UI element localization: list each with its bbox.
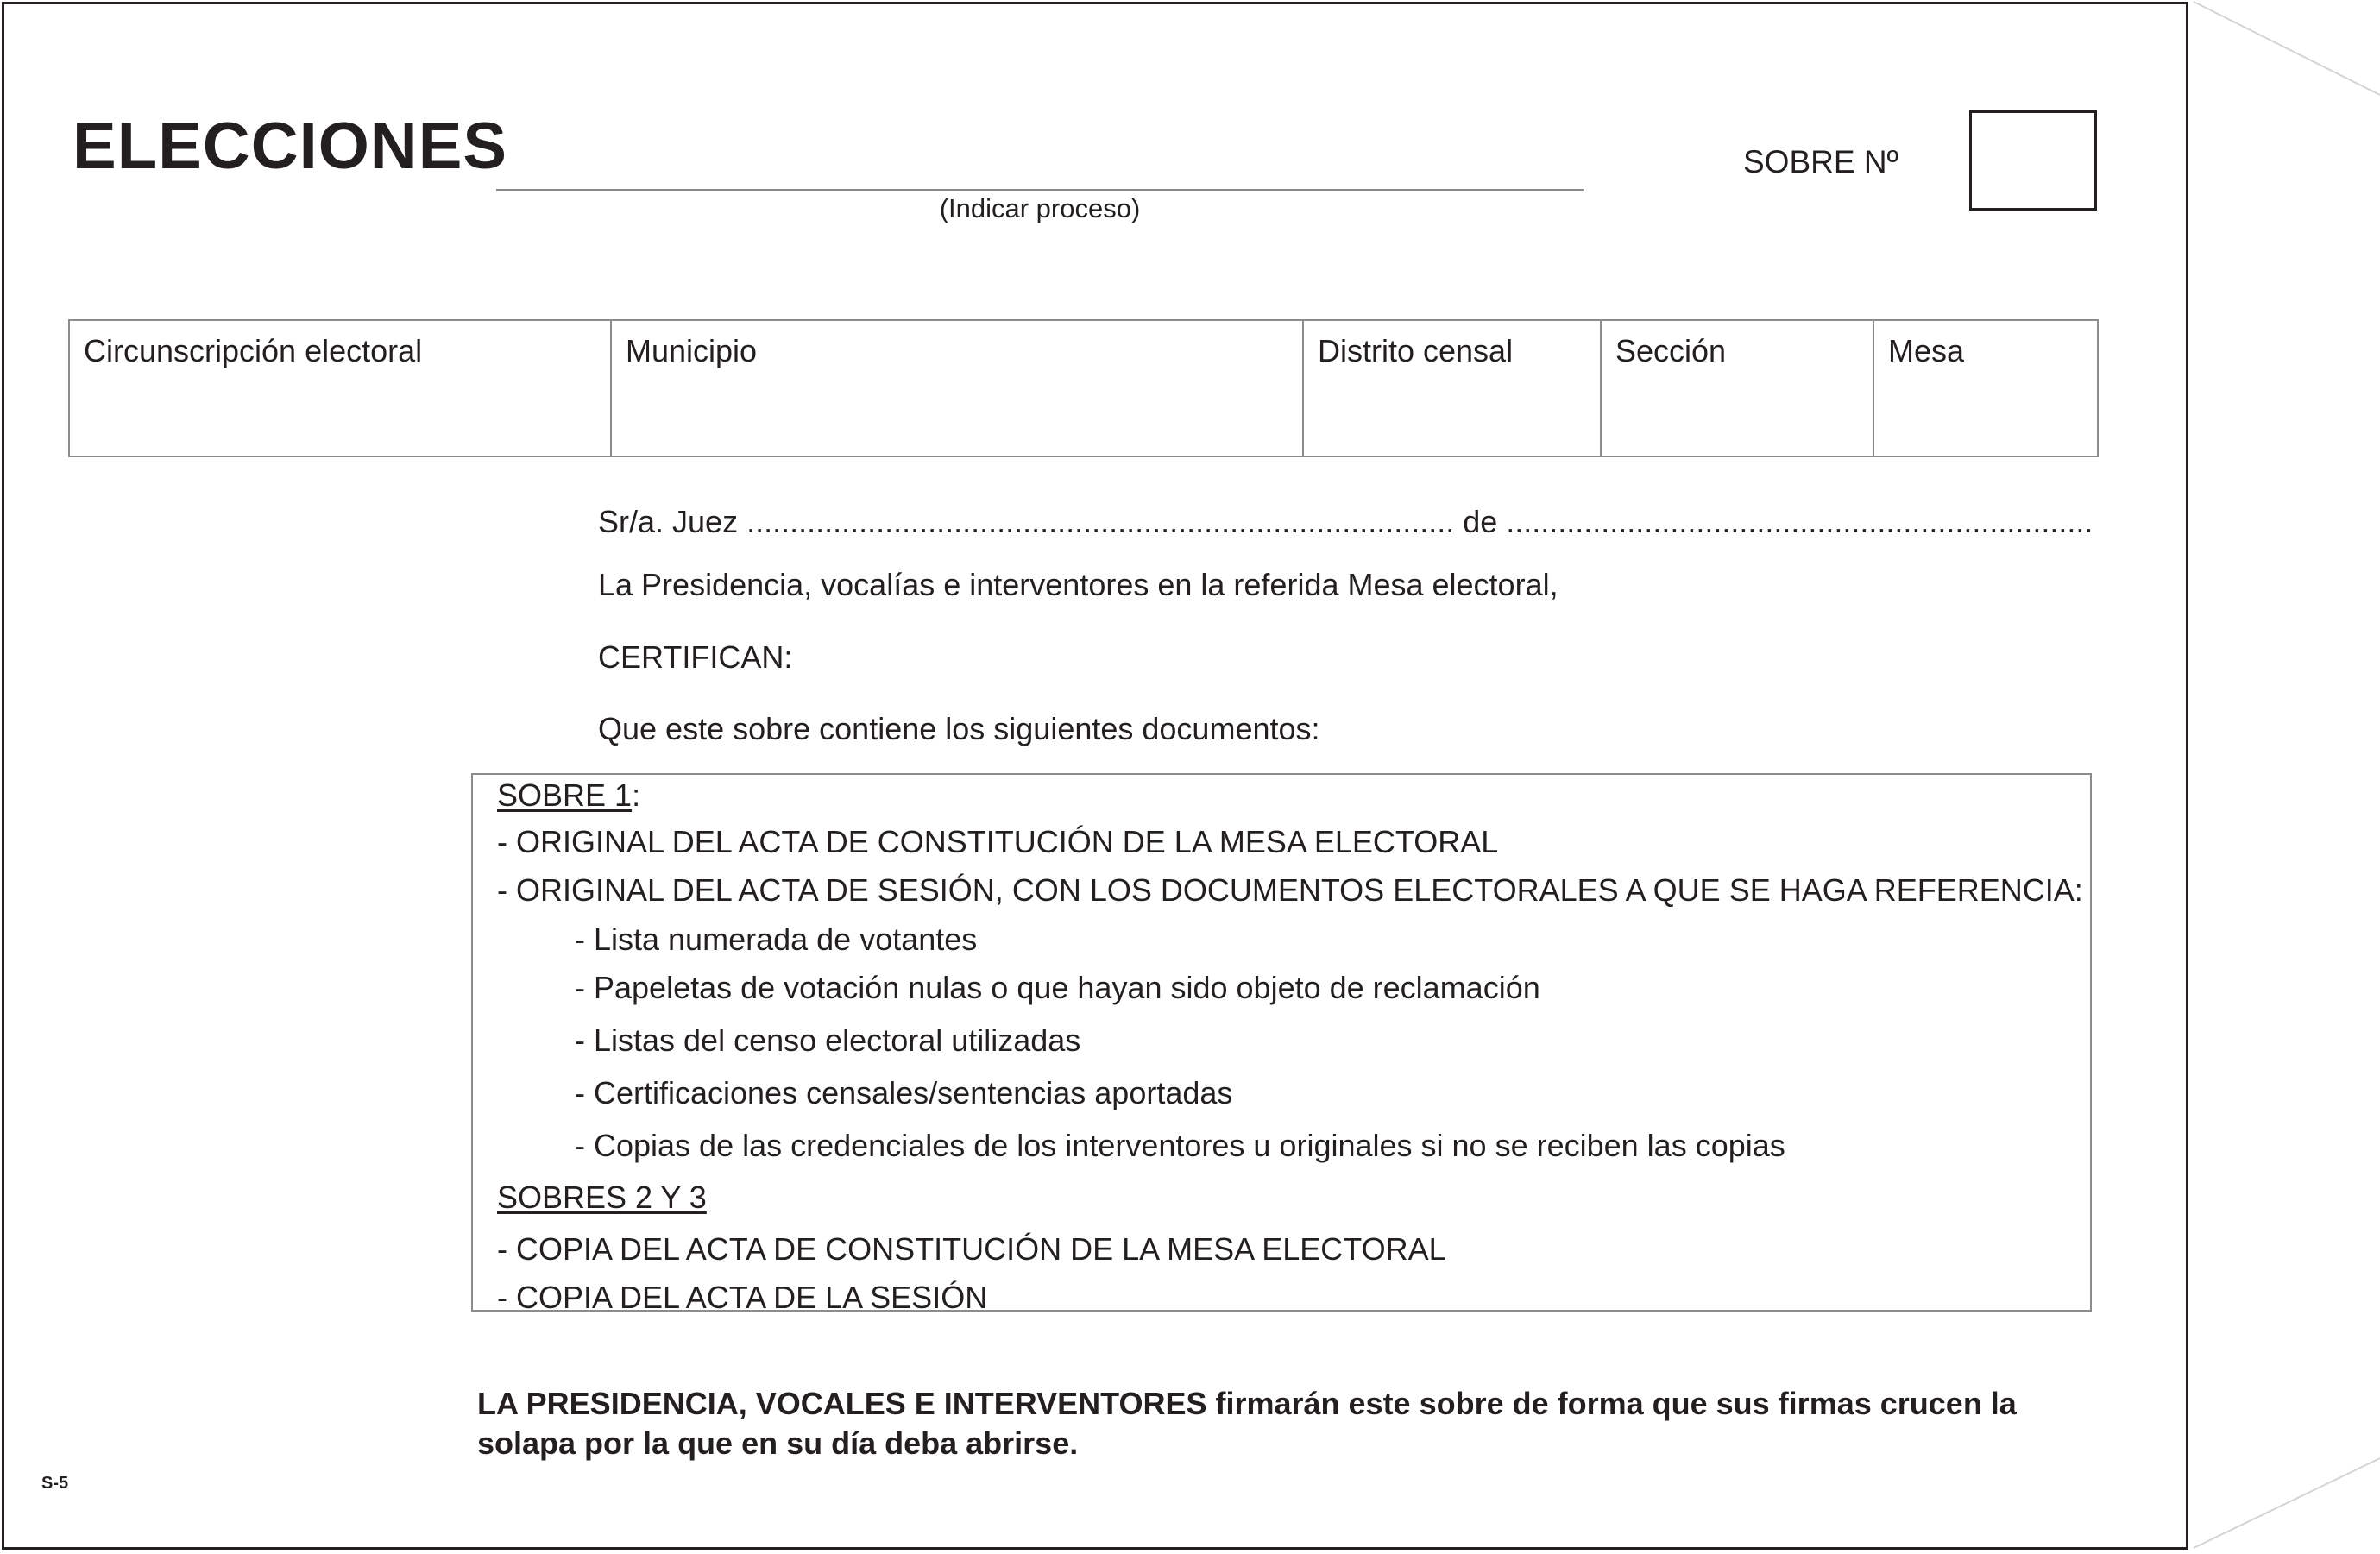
- list-item: - ORIGINAL DEL ACTA DE SESIÓN, CON LOS DOCUMENTOS ELECTORALES A QUE SE HAGA REFERENCIA:: [497, 872, 2083, 908]
- list-item: - ORIGINAL DEL ACTA DE CONSTITUCIÓN DE LA MESA ELECTORAL: [497, 824, 1499, 859]
- location-table: [68, 319, 2099, 457]
- cell-circunscripcion[interactable]: [70, 321, 612, 456]
- list-item: - COPIA DEL ACTA DE CONSTITUCIÓN DE LA MESA ELECTORAL: [497, 1231, 1446, 1267]
- sobres23-heading: SOBRES 2 Y 3: [497, 1180, 707, 1215]
- list-item: - COPIA DEL ACTA DE LA SESIÓN: [497, 1280, 988, 1315]
- envelope-number-box[interactable]: [1969, 110, 2097, 211]
- sobre1-heading: SOBRE 1:: [497, 777, 641, 813]
- process-input-line[interactable]: [496, 189, 1584, 191]
- column-header: Sección: [1615, 333, 1727, 368]
- cell-distrito-censal[interactable]: [1304, 321, 1602, 456]
- form-code: S-5: [41, 1474, 69, 1493]
- signature-instruction: LA PRESIDENCIA, VOCALES E INTERVENTORES firmarán este sobre de forma que sus firmas crucen la solapa por la que en su día deba abrirse.: [477, 1386, 2017, 1461]
- certify-text: CERTIFICAN:: [598, 639, 793, 675]
- column-header: Distrito censal: [1318, 333, 1514, 368]
- column-header: Municipio: [626, 333, 758, 368]
- list-item: - Papeletas de votación nulas o que hayan sido objeto de reclamación: [575, 970, 1540, 1005]
- list-item: - Copias de las credenciales de los interventores u originales si no se reciben las copias: [575, 1128, 1785, 1163]
- contents-text: Que este sobre contiene los siguientes documentos:: [598, 711, 1320, 746]
- list-item: - Certificaciones censales/sentencias aportadas: [575, 1075, 1233, 1110]
- list-item: - Lista numerada de votantes: [575, 922, 978, 957]
- list-item: - Listas del censo electoral utilizadas: [575, 1022, 1081, 1058]
- cell-seccion[interactable]: [1602, 321, 1874, 456]
- documents-box: [471, 773, 2092, 1315]
- page-title: ELECCIONES: [72, 110, 508, 183]
- cell-mesa[interactable]: [1874, 321, 2097, 456]
- cell-municipio[interactable]: [612, 321, 1304, 456]
- process-hint: (Indicar proceso): [939, 193, 1141, 223]
- presidency-text: La Presidencia, vocalías e interventores en la referida Mesa electoral,: [598, 567, 1558, 602]
- column-header: Circunscripción electoral: [84, 333, 423, 368]
- envelope-number-label: SOBRE Nº: [1743, 144, 1899, 179]
- judge-line[interactable]: Sr/a. Juez .................................................................................. de ....................................................................: [598, 504, 2094, 539]
- column-header: Mesa: [1888, 333, 1965, 368]
